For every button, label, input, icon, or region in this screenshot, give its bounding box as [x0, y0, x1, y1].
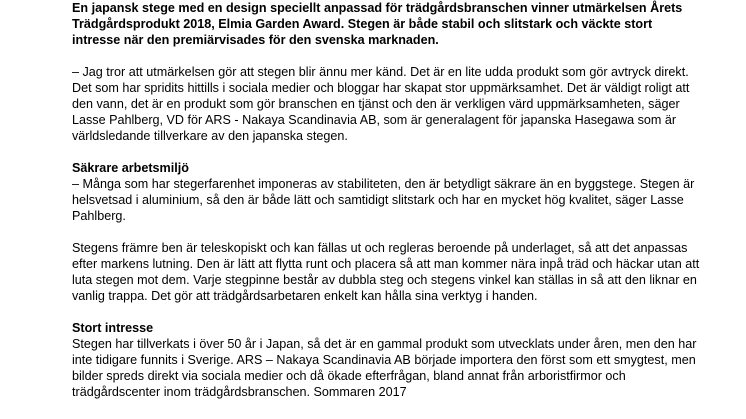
section-heading: Stort intresse	[72, 321, 154, 335]
press-release-document	[72, 0, 702, 416]
lead-paragraph: En japansk stege med en design speciellt anpassad för trädgårdsbranschen vinner utmärkelsen Årets Trädgårdsprodukt 2018, Elmia Garden Award. Stegen är både stabil och slitstark och väckte stort intresse när den premiärvisades för den svenska marknaden.	[72, 1, 683, 47]
section-safer-work-environment	[72, 160, 702, 304]
intro-paragraph: – Jag tror att utmärkelsen gör att stegen blir ännu mer känd. Det är en lite udda produkt som gör avtryck direkt. Det som har spridits hittills i sociala medier och bloggar har skapat stor uppmärksamhet. Det är väldigt roligt att den vann, det är en produkt som gör branschen en tjänst och den är verkligen värd uppmärksamheten, säger Lasse Pahlberg, VD för ARS - Nakaya Scandinavia AB, som är generalagent för japanska Hasegawa som är världsledande tillverkare av den japanska stegen.	[72, 65, 690, 143]
section-body-extra: Stegens främre ben är teleskopiskt och kan fällas ut och regleras beroende på underlaget, så att det anpassas efter markens lutning. Den är lätt att flytta runt och placera så att man kommer nära inpå träd och häckar utan att luta stegen mot dem. Varje stegpinne består av dubbla steg och stegens vinkel kan ställas in så att den liknar en vanlig trappa. Det gör att trädgårdsarbetaren enkelt kan hålla sina verktyg i handen.	[72, 241, 700, 303]
section-body: – Många som har stegerfarenhet imponeras av stabiliteten, den är betydligt säkrare än en byggstege. Stegen är helsvetsad i aluminium, så den är både lätt och samtidigt slitstark och har en mycket hög kvalitet, säger Lasse Pahlberg.	[72, 177, 695, 223]
section-heading: Säkrare arbetsmiljö	[72, 161, 189, 175]
section-great-interest	[72, 320, 702, 400]
section-body: Stegen har tillverkats i över 50 år i Japan, så det är en gammal produkt som utvecklats under åren, men den har inte tidigare funnits i Sverige. ARS – Nakaya Scandinavia AB började importera den först som ett smygtest, men bilder spreds direkt via sociala medier och då ökade efterfrågan, bland annat från arboristfirmor och trädgårdscenter inom trädgårdsbranschen. Sommaren 2017	[72, 337, 697, 399]
